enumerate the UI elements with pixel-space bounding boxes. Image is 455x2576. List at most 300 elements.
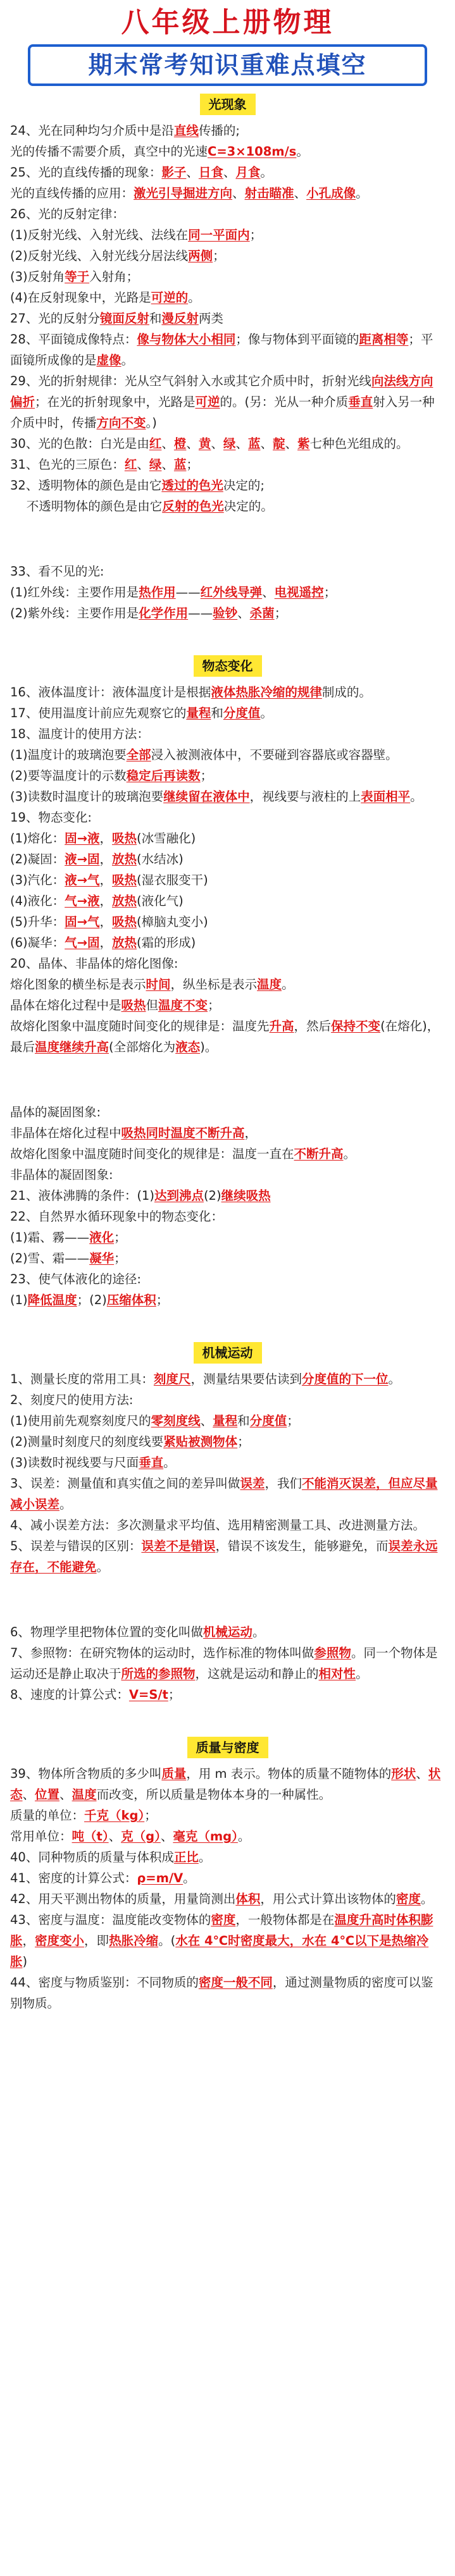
- answer-text: 像与物体大小相同: [137, 332, 236, 347]
- item-text: (2)要等温度计的示数: [10, 768, 127, 783]
- knowledge-item: [9, 1763, 446, 1805]
- item-text: ；: [208, 998, 220, 1013]
- answer-text: 紧贴被测物体: [163, 1434, 238, 1449]
- page-subtitle: 期末常考知识重难点填空: [28, 44, 427, 86]
- item-text: 5、误差与错误的区别：: [10, 1539, 142, 1553]
- item-text: 。: [410, 789, 423, 804]
- answer-text: 小孔成像: [306, 186, 356, 200]
- spacer: [9, 1057, 446, 1102]
- answer-text: 热作用: [139, 585, 176, 600]
- knowledge-item: [9, 1248, 446, 1269]
- item-text: 。(: [158, 1933, 176, 1948]
- item-text: (1)霜、霧——: [10, 1230, 90, 1245]
- item-text: ；: [213, 249, 225, 263]
- item-text: ，: [99, 852, 112, 866]
- answer-text: 吸热: [111, 873, 137, 887]
- item-text: (湿衣服变干): [137, 873, 208, 887]
- answer-text: 温度不变: [158, 998, 208, 1013]
- answer-text: 日食: [198, 165, 223, 180]
- item-text: 25、光的直线传播的现象：: [10, 165, 162, 180]
- item-text: 1、测量长度的常用工具：: [10, 1372, 154, 1386]
- answer-text: 水在 4℃时密度最大，水在 4℃以下是热缩冷胀: [10, 1933, 429, 1969]
- knowledge-item: [9, 849, 446, 870]
- answer-text: 分度值的下一位: [301, 1372, 389, 1386]
- item-text: 。: [183, 1871, 196, 1885]
- answer-text: 体积: [235, 1892, 261, 1906]
- answer-text: 表面相平: [361, 789, 411, 804]
- knowledge-item: [9, 682, 446, 703]
- answer-text: 可逆: [195, 395, 220, 409]
- item-text: 。: [198, 1850, 211, 1864]
- knowledge-item: [9, 765, 446, 786]
- item-text: 6、物理学里把物体位置的变化叫做: [10, 1625, 203, 1639]
- item-text: 23、使气体液化的途径:: [10, 1272, 141, 1286]
- item-text: ；(2): [77, 1293, 107, 1307]
- item-text: ；平面镜所成像的是: [10, 332, 433, 367]
- item-text: (2): [203, 1188, 221, 1203]
- knowledge-item: [9, 120, 446, 141]
- item-text: 16、液体温度计：液体温度计是根据: [10, 685, 211, 699]
- knowledge-item: [9, 1369, 446, 1390]
- answer-text: 零刻度线: [151, 1414, 201, 1428]
- item-text: (在熔化)，最后: [10, 1019, 440, 1054]
- knowledge-item: [9, 1972, 446, 2014]
- answer-text: 红: [149, 436, 162, 451]
- item-text: ；: [323, 585, 337, 600]
- answer-text: 液体热胀冷缩的规律: [211, 685, 322, 699]
- knowledge-item: [9, 141, 446, 162]
- knowledge-item: [9, 1206, 446, 1227]
- section-spacer: [9, 1310, 446, 1336]
- item-text: 。: [343, 1147, 356, 1161]
- item-text: ，通过测量物质的密度可以鉴别物质。: [10, 1975, 433, 2011]
- section-heading: [9, 655, 446, 677]
- item-text: (6)凝华：: [10, 935, 65, 950]
- item-text: 、: [137, 457, 149, 472]
- item-text: 、: [211, 436, 223, 451]
- section-heading: [9, 1737, 446, 1758]
- item-text: 故熔化图象中温度随时间变化的规律是：温度先: [10, 1019, 270, 1033]
- item-text: 传播的;: [198, 123, 240, 138]
- knowledge-item: [9, 1143, 446, 1164]
- item-text: ；: [287, 1414, 299, 1428]
- item-text: 。: [188, 290, 201, 305]
- item-text: ；在光的折射现象中，光路是: [35, 395, 196, 409]
- item-text: 7、参照物：在研究物体的运动时，选作标准的物体叫做: [10, 1646, 315, 1660]
- item-text: (液化气): [137, 894, 184, 908]
- item-text: (樟脑丸变小): [137, 915, 208, 929]
- answer-text: 参照物: [314, 1646, 351, 1660]
- item-text: (1)温度计的玻璃泡要: [10, 748, 127, 762]
- item-text: 29、光的折射规律：光从空气斜射入水或其它介质中时，折射光线: [10, 374, 371, 388]
- knowledge-item: [9, 204, 446, 225]
- answer-text: ρ=m/V: [137, 1871, 184, 1885]
- item-text: ，: [244, 1126, 258, 1140]
- answer-text: 放热: [111, 852, 137, 866]
- item-text: 30、光的色散：白光是由: [10, 436, 149, 451]
- answer-text: 绿: [223, 436, 236, 451]
- item-text: 、: [200, 1414, 213, 1428]
- item-text: 、: [161, 457, 174, 472]
- item-text: 。: [356, 1667, 368, 1681]
- knowledge-item: [9, 953, 446, 974]
- answer-text: 密度变小: [35, 1933, 85, 1948]
- answer-text: 靛: [272, 436, 285, 451]
- item-text: 20、晶体、非晶体的熔化图像:: [10, 956, 178, 971]
- knowledge-item: [9, 496, 446, 517]
- answer-text: 杀菌: [249, 606, 275, 620]
- answer-text: 垂直: [139, 1455, 164, 1470]
- item-text: 。: [260, 706, 273, 720]
- item-text: (5)升华：: [10, 915, 65, 929]
- item-text: 、: [160, 1829, 173, 1844]
- item-text: 晶体在熔化过程中是: [10, 998, 122, 1013]
- knowledge-item: [9, 1909, 446, 1972]
- answer-text: 时间: [146, 977, 171, 992]
- answer-text: 密度一般不同: [198, 1975, 273, 1990]
- item-text: ，测量结果要估读到: [190, 1372, 302, 1386]
- knowledge-item: [9, 1185, 446, 1206]
- answer-text: 气→固: [65, 935, 100, 950]
- item-text: 39、物体所含物质的多少叫: [10, 1766, 162, 1781]
- knowledge-item: [9, 582, 446, 603]
- answer-text: 降低温度: [27, 1293, 77, 1307]
- answer-text: 漫反射: [161, 311, 199, 326]
- answer-text: 所选的参照物: [121, 1667, 196, 1681]
- item-text: 、: [161, 436, 174, 451]
- item-text: ；: [168, 1687, 181, 1702]
- answer-text: 吸热: [111, 915, 137, 929]
- item-text: 、: [232, 186, 245, 200]
- answer-text: 液态: [175, 1040, 201, 1054]
- item-text: (2)反射光线、入射光线分居法线: [10, 249, 189, 263]
- answer-text: 不能消灭误差，但应尽量减小误差: [10, 1476, 438, 1512]
- knowledge-item: [9, 995, 446, 1016]
- knowledge-item: [9, 1452, 446, 1473]
- knowledge-item: [9, 162, 446, 183]
- answer-text: 镜面反射: [99, 311, 149, 326]
- item-text: 24、光在同种均匀介质中是沿: [10, 123, 174, 138]
- answer-text: 直线: [173, 123, 199, 138]
- knowledge-item: [9, 932, 446, 953]
- answer-text: 达到沸点: [154, 1188, 204, 1203]
- item-text: ，我们: [265, 1476, 302, 1491]
- item-text: 、: [22, 1787, 35, 1802]
- answer-text: 位置: [35, 1787, 60, 1802]
- item-text: ，: [99, 831, 112, 846]
- knowledge-item: [9, 974, 446, 995]
- knowledge-item: [9, 1868, 446, 1889]
- answer-text: 验钞: [213, 606, 238, 620]
- item-text: ，这就是运动和静止的: [195, 1667, 319, 1681]
- knowledge-item: [9, 1847, 446, 1868]
- item-text: 。同一个物体是运动还是静止取决于: [10, 1646, 438, 1681]
- answer-text: 距离相等: [359, 332, 409, 347]
- answer-text: 放热: [111, 894, 137, 908]
- answer-text: 黄: [198, 436, 211, 451]
- item-text: 、: [285, 436, 298, 451]
- knowledge-item: [9, 433, 446, 454]
- knowledge-item: [9, 786, 446, 807]
- answer-text: 误差: [240, 1476, 265, 1491]
- answer-text: 压缩体积: [106, 1293, 156, 1307]
- item-text: ；: [249, 228, 263, 242]
- item-text: ——: [188, 606, 213, 620]
- answer-text: 密度: [211, 1913, 236, 1927]
- knowledge-item: [9, 1889, 446, 1909]
- item-text: 26、光的反射定律：: [10, 207, 125, 221]
- section-heading-label: 物态变化: [194, 655, 262, 677]
- item-text: 33、看不见的光:: [10, 564, 104, 579]
- answer-text: 蓝: [173, 457, 187, 472]
- answer-text: 月食: [235, 165, 261, 180]
- knowledge-item: [9, 1390, 446, 1410]
- answer-text: 放热: [111, 935, 137, 950]
- section-heading-label: 质量与密度: [187, 1737, 268, 1758]
- answer-text: 绿: [149, 457, 162, 472]
- item-text: 熔化图象的横坐标是表示: [10, 977, 146, 992]
- item-text: 、: [108, 1829, 122, 1844]
- answer-text: 橙: [173, 436, 187, 451]
- item-text: 。: [163, 1455, 176, 1470]
- answer-text: 红外线导弹: [200, 585, 263, 600]
- item-text: (1): [10, 1293, 28, 1307]
- item-text: 22、自然界水循环现象中的物态变化：: [10, 1209, 223, 1224]
- item-text: ；: [144, 1808, 157, 1823]
- item-text: 。: [121, 353, 134, 367]
- answer-text: 热胀冷缩: [109, 1933, 159, 1948]
- knowledge-item: [9, 1269, 446, 1290]
- answer-text: 吸热: [111, 831, 137, 846]
- item-text: 决定的。: [223, 499, 273, 514]
- item-text: 、: [237, 606, 250, 620]
- answer-text: V=S/t: [128, 1687, 168, 1702]
- answer-text: 继续吸热: [221, 1188, 271, 1203]
- item-text: 。: [296, 144, 309, 159]
- answer-text: 紫: [297, 436, 310, 451]
- answer-text: 透过的色光: [161, 478, 223, 493]
- knowledge-item: [9, 1102, 446, 1123]
- item-text: 。: [356, 186, 368, 200]
- answer-text: 射击瞄准: [244, 186, 294, 200]
- item-text: 、: [186, 165, 199, 180]
- answer-text: 反射的色光: [162, 499, 224, 514]
- answer-text: 液→固: [65, 852, 100, 866]
- item-text: (霜的形成): [137, 935, 196, 950]
- item-text: 、: [416, 1766, 428, 1781]
- knowledge-item: [9, 828, 446, 849]
- item-text: 。): [146, 416, 157, 430]
- item-text: ，: [99, 873, 112, 887]
- knowledge-item: [9, 1016, 446, 1057]
- knowledge-item: [9, 1805, 446, 1826]
- item-text: ——: [175, 585, 201, 600]
- item-text: ，然后: [294, 1019, 332, 1033]
- item-text: 、: [260, 436, 273, 451]
- item-text: (2)雪、霜——: [10, 1251, 90, 1266]
- item-text: (3)汽化：: [10, 873, 65, 887]
- item-text: 射入另一种介质中时，传播: [10, 395, 435, 430]
- item-text: (2)测量时刻度尺的刻度线要: [10, 1434, 164, 1449]
- knowledge-item: [9, 870, 446, 891]
- knowledge-item: [9, 245, 446, 266]
- knowledge-item: [9, 266, 446, 287]
- item-text: ，: [99, 894, 112, 908]
- item-text: 质量的单位：: [10, 1808, 85, 1823]
- answer-text: 蓝: [247, 436, 261, 451]
- answer-text: 形状: [391, 1766, 416, 1781]
- item-text: 而改变，所以质量是物体本身的一种属性。: [96, 1787, 332, 1802]
- item-text: 32、透明物体的颜色是由它: [10, 478, 162, 493]
- answer-text: C=3×108m/s: [208, 144, 297, 159]
- knowledge-item: [9, 703, 446, 724]
- item-text: 和: [237, 1414, 250, 1428]
- answer-text: 相对性: [318, 1667, 356, 1681]
- item-text: (4)在反射现象中，光路是: [10, 290, 151, 305]
- item-text: 3、误差：测量值和真实值之间的差异叫做: [10, 1476, 240, 1491]
- knowledge-item: [9, 454, 446, 475]
- item-text: 。: [388, 1372, 401, 1386]
- item-text: (2)凝固：: [10, 852, 65, 866]
- answer-text: 密度: [396, 1892, 421, 1906]
- answer-text: 红: [124, 457, 137, 472]
- knowledge-item: [9, 1622, 446, 1642]
- knowledge-item: [9, 561, 446, 582]
- answer-text: 方向不变: [96, 416, 146, 430]
- item-text: 、: [186, 436, 199, 451]
- answer-text: 状态: [10, 1766, 441, 1802]
- item-text: 8、速度的计算公式：: [10, 1687, 129, 1702]
- item-text: ，纵坐标是表示: [170, 977, 258, 992]
- knowledge-item: [9, 1164, 446, 1185]
- item-text: 、: [294, 186, 307, 200]
- item-text: ，: [22, 1933, 35, 1948]
- item-text: 。: [96, 1560, 109, 1574]
- answer-text: 同一平面内: [188, 228, 250, 242]
- knowledge-item: [9, 1473, 446, 1515]
- answer-text: 凝华: [89, 1251, 115, 1266]
- item-text: 。: [237, 1829, 251, 1844]
- knowledge-item: [9, 308, 446, 329]
- answer-text: 液化: [89, 1230, 115, 1245]
- answer-text: 温度升高时体积膨胀: [10, 1913, 433, 1948]
- answer-text: 升高: [269, 1019, 294, 1033]
- item-text: 、: [59, 1787, 72, 1802]
- item-text: 常用单位：: [10, 1829, 72, 1844]
- item-text: 27、光的反射分: [10, 311, 100, 326]
- item-text: (3)读数时温度计的玻璃泡要: [10, 789, 164, 804]
- item-text: (全部熔化为: [109, 1040, 176, 1054]
- knowledge-item: [9, 807, 446, 828]
- knowledge-item: [9, 724, 446, 744]
- item-text: ，用公式计算出该物体的: [260, 1892, 396, 1906]
- answer-text: 气→液: [65, 894, 100, 908]
- item-text: ，视线要与液柱的上: [249, 789, 361, 804]
- item-text: ；: [114, 1230, 127, 1245]
- knowledge-item: [9, 1431, 446, 1452]
- knowledge-item: [9, 1536, 446, 1577]
- answer-text: 继续留在液体中: [163, 789, 250, 804]
- item-text: 。: [420, 1892, 433, 1906]
- answer-text: 全部: [126, 748, 151, 762]
- item-text: 但: [146, 998, 159, 1013]
- section-spacer: [9, 1705, 446, 1730]
- answer-text: 分度值: [249, 1414, 287, 1428]
- item-text: ；: [274, 606, 287, 620]
- item-text: 17、使用温度计前应先观察它的: [10, 706, 187, 720]
- answer-text: 吨（t）: [72, 1829, 109, 1844]
- item-text: (1)使用前先观察刻度尺的: [10, 1414, 151, 1428]
- item-text: 19、物态变化:: [10, 810, 92, 825]
- answer-text: 量程: [186, 706, 211, 720]
- item-text: 晶体的凝固图象:: [10, 1105, 101, 1119]
- knowledge-item: [9, 287, 446, 308]
- item-text: 和: [211, 706, 223, 720]
- section-heading: [9, 94, 446, 115]
- knowledge-item: [9, 1826, 446, 1847]
- answer-text: 稳定后再读数: [126, 768, 201, 783]
- knowledge-item: [9, 1227, 446, 1248]
- answer-text: 正比: [173, 1850, 199, 1864]
- page-title: 八年级上册物理: [121, 6, 334, 39]
- item-text: 故熔化图象中温度随时间变化的规律是：温度一直在: [10, 1147, 294, 1161]
- answer-text: 温度继续升高: [35, 1040, 109, 1054]
- item-text: 七种色光组成的。: [309, 436, 409, 451]
- spacer: [9, 1577, 446, 1622]
- answer-text: 固→液: [65, 831, 100, 846]
- item-text: 。: [252, 1625, 265, 1639]
- item-text: (水结冰): [137, 852, 184, 866]
- section-heading: [9, 1342, 446, 1364]
- answer-text: 质量: [161, 1766, 187, 1781]
- knowledge-item: [9, 329, 446, 371]
- item-text: 21、液体沸腾的条件：(1): [10, 1188, 154, 1203]
- item-text: 决定的;: [223, 478, 265, 493]
- knowledge-item: [9, 891, 446, 911]
- item-text: 入射角；: [89, 269, 139, 284]
- item-text: (3)读数时视线要与尺面: [10, 1455, 139, 1470]
- knowledge-item: [9, 1515, 446, 1536]
- answer-text: 液→气: [65, 873, 100, 887]
- item-text: 。: [282, 977, 294, 992]
- item-text: ；: [114, 1251, 127, 1266]
- answer-text: 误差永远存在，不能避免: [10, 1539, 438, 1574]
- item-text: (1)熔化：: [10, 831, 65, 846]
- item-text: ，: [99, 935, 112, 950]
- item-text: 浸入被测液体中，不要碰到容器底或容器壁。: [151, 748, 398, 762]
- item-text: 41、密度的计算公式：: [10, 1871, 137, 1885]
- item-text: ，即: [84, 1933, 109, 1948]
- item-text: 28、平面镜成像特点：: [10, 332, 137, 347]
- item-text: 和: [149, 311, 162, 326]
- item-text: 18、温度计的使用方法：: [10, 727, 149, 741]
- answer-text: 激光引导掘进方向: [134, 186, 233, 200]
- answer-text: 量程: [213, 1414, 238, 1428]
- item-text: ，: [99, 915, 112, 929]
- answer-text: 电视遥控: [274, 585, 324, 600]
- answer-text: 千克（kg）: [84, 1808, 145, 1823]
- answer-text: 毫克（mg）: [173, 1829, 238, 1844]
- knowledge-item: [9, 371, 446, 433]
- answer-text: 化学作用: [139, 606, 189, 620]
- answer-text: 吸热同时温度不断升高: [121, 1126, 245, 1140]
- item-text: ，错误不该发生，能够避免，而: [215, 1539, 389, 1553]
- item-text: ；: [200, 768, 213, 783]
- answer-text: 可逆的: [151, 290, 189, 305]
- knowledge-item: [9, 475, 446, 496]
- answer-text: 温度: [72, 1787, 97, 1802]
- answer-text: 刻度尺: [153, 1372, 191, 1386]
